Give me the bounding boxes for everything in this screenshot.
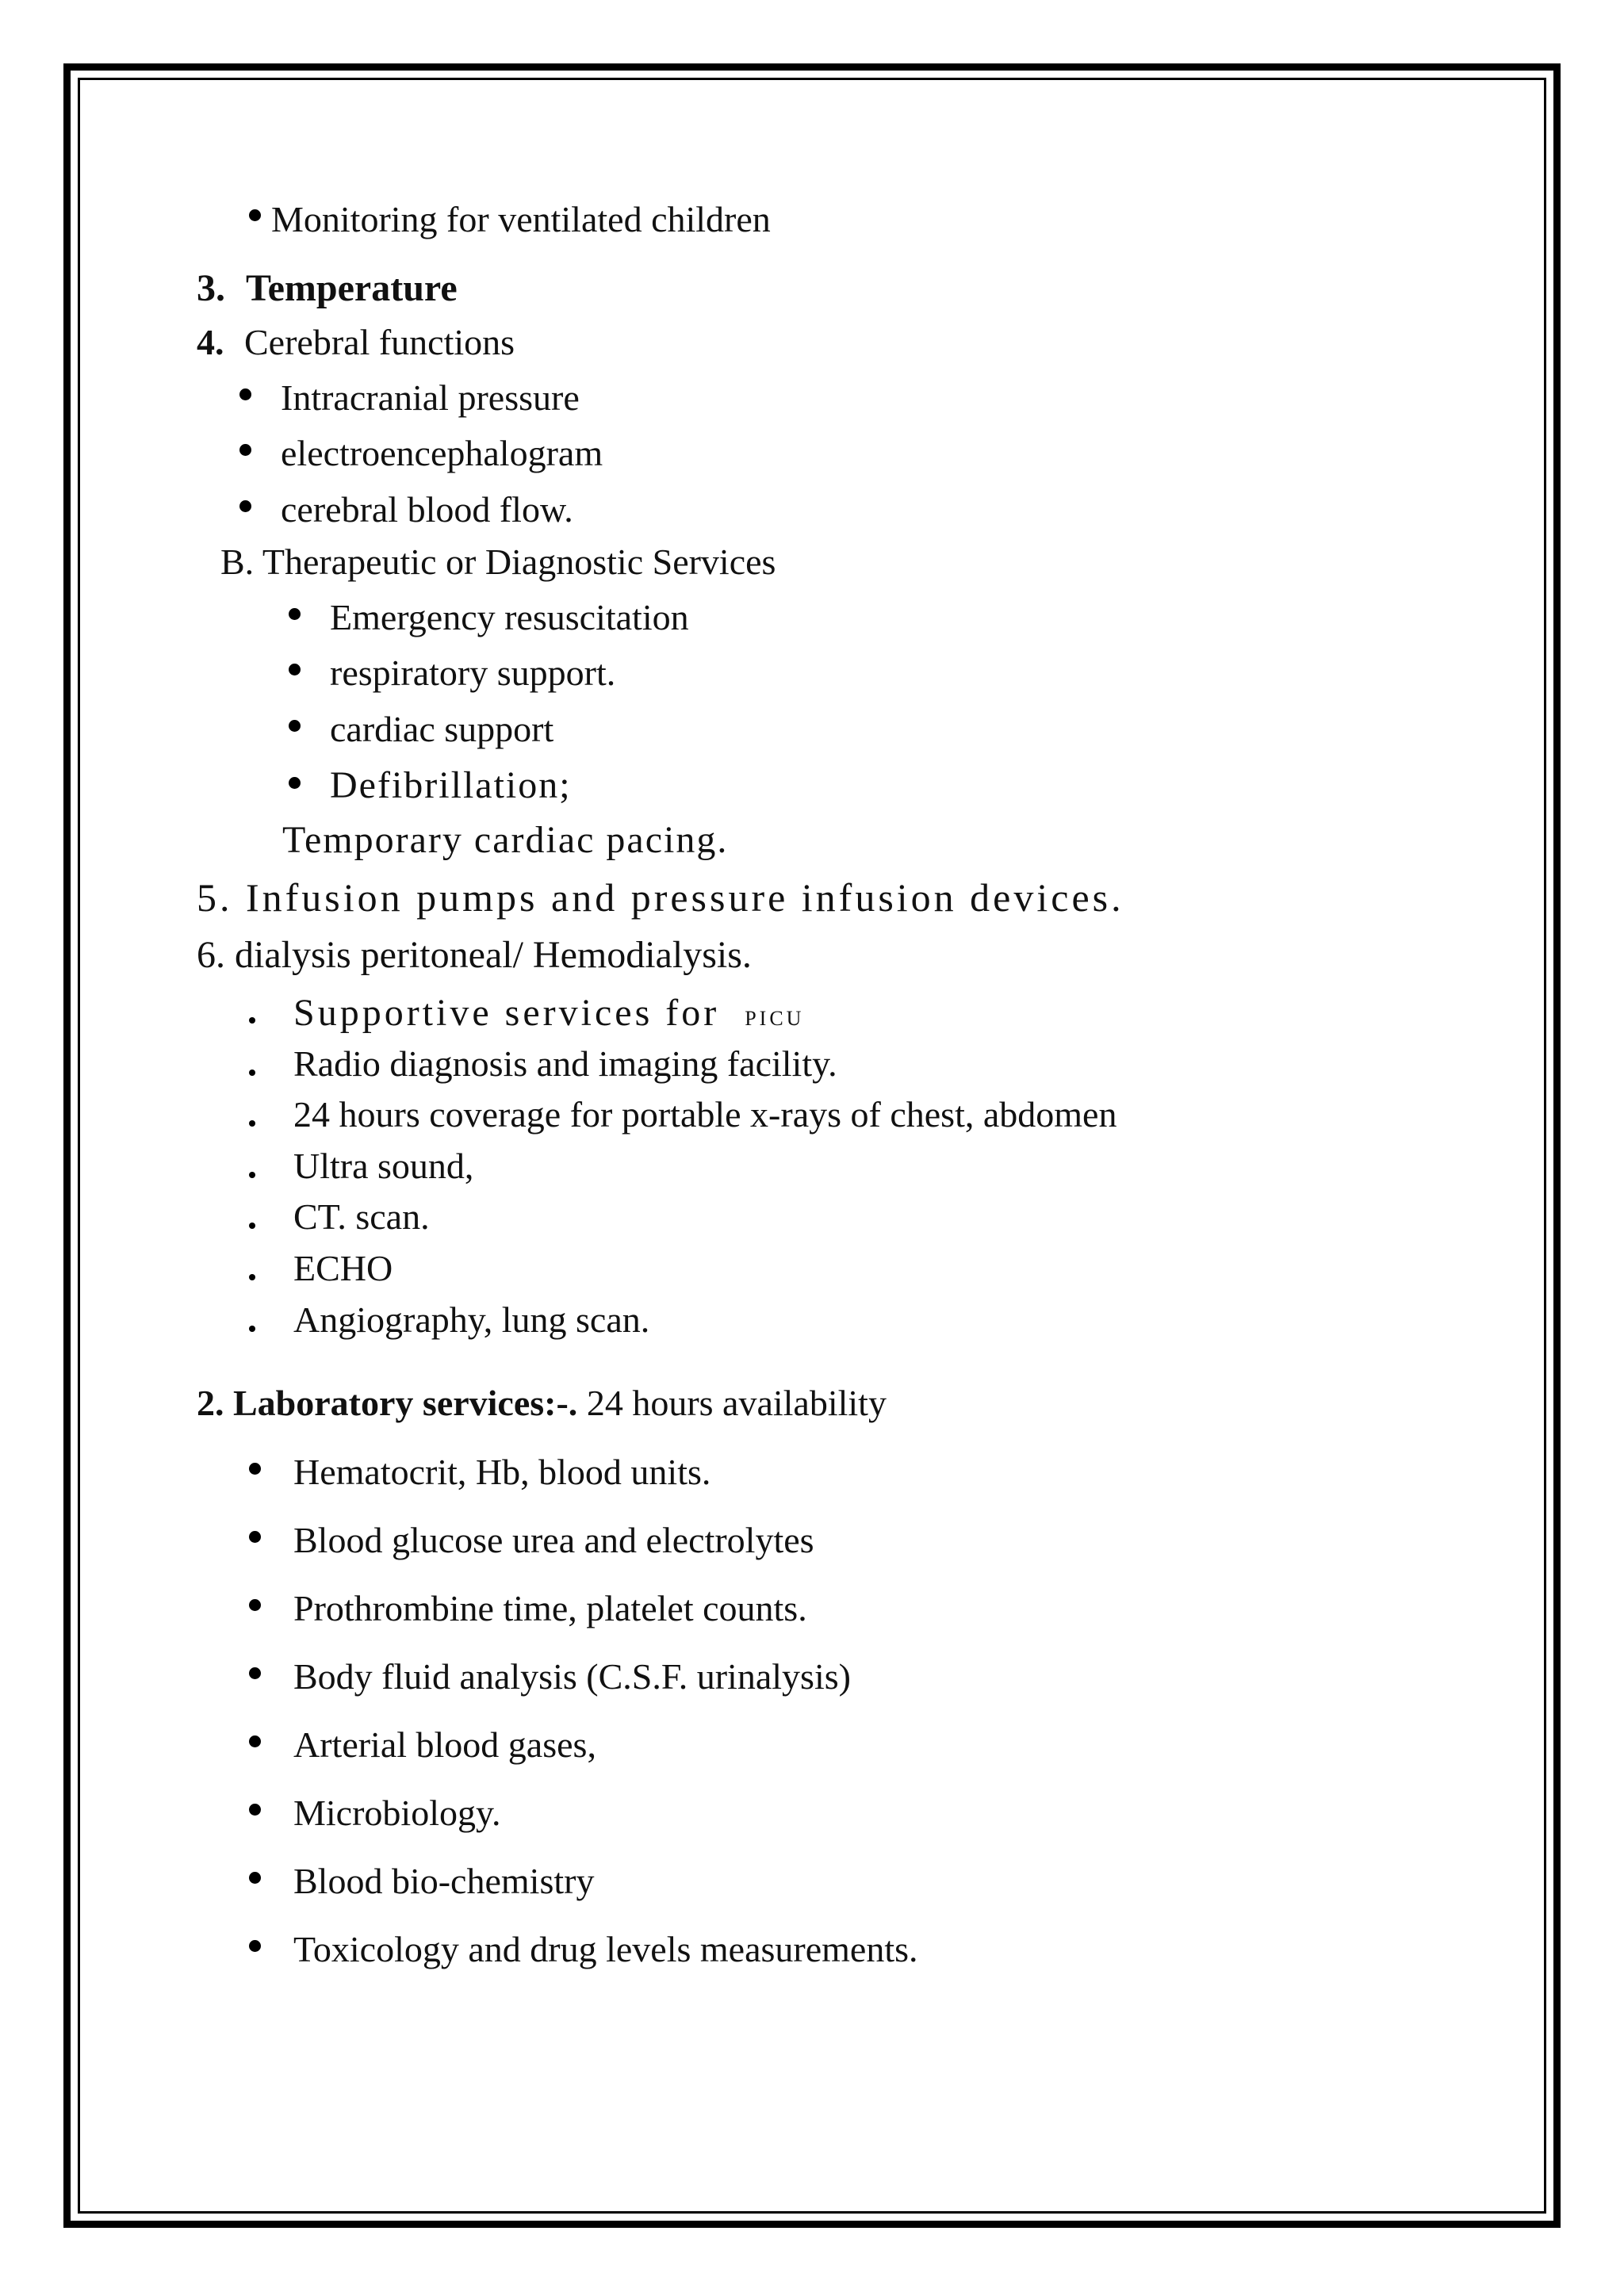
list-item: Arterial blood gases, [293,1724,596,1765]
list-item: Radio diagnosis and imaging facility. [293,1043,837,1084]
bullet-icon [249,209,261,221]
list-item: Monitoring for ventilated children [271,199,771,239]
supportive-text: Supportive services for [293,992,720,1034]
bullet-icon [289,664,301,675]
lab-availability: 24 hours availability [586,1383,887,1423]
bullet-icon [239,444,251,456]
list-item: Hematocrit, Hb, blood units. [293,1452,711,1492]
numbered-item-6: 6. dialysis peritoneal/ Hemodialysis. [197,934,752,976]
bullet-icon [249,1599,261,1611]
bullet-icon [249,1940,261,1952]
bullet-icon [289,608,301,620]
list-item: Angiography, lung scan. [293,1299,650,1340]
lab-services-heading [197,1385,887,1422]
list-item: ECHO [293,1248,393,1288]
list-item: 24 hours coverage for portable x-rays of chest, abdomen [293,1094,1117,1135]
bullet-icon [249,1274,255,1280]
bullet-icon [249,1872,261,1884]
bullet-icon [249,1804,261,1816]
bullet-icon [249,1735,261,1747]
bullet-icon [249,1017,255,1024]
list-item: Intracranial pressure [281,377,580,418]
picu-text: PICU [745,1007,805,1030]
item-number: 3. [197,267,225,309]
list-item: Prothrombine time, platelet counts. [293,1588,807,1628]
bullet-icon [289,777,301,789]
bullet-icon [239,388,251,400]
bullet-icon [239,500,251,512]
bullet-icon [249,1463,261,1475]
heading-temperature: Temperature [246,267,458,309]
list-item: cardiac support [330,709,554,749]
list-item: Toxicology and drug levels measurements. [293,1929,918,1969]
list-item: Emergency resuscitation [330,597,689,637]
numbered-item-5: 5. Infusion pumps and pressure infusion devices. [197,875,1124,920]
list-item: Microbiology. [293,1793,501,1833]
list-item: Body fluid analysis (C.S.F. urinalysis) [293,1656,851,1697]
bullet-icon [249,1120,255,1127]
list-item: electroencephalogram [281,433,603,473]
heading-cerebral-functions: Cerebral functions [244,322,515,362]
list-item: Blood glucose urea and electrolytes [293,1520,814,1560]
list-item: respiratory support. [330,652,616,693]
bullet-icon [249,1070,255,1076]
list-item: Defibrillation; [330,764,572,806]
section-heading-b: B. Therapeutic or Diagnostic Services [220,541,776,582]
bullet-icon [289,720,301,732]
bullet-icon [249,1172,255,1178]
lab-label: 2. Laboratory services:-. [197,1383,578,1423]
list-item: Blood bio-chemistry [293,1861,595,1901]
bullet-icon [249,1223,255,1229]
list-item: CT. scan. [293,1196,430,1237]
list-item: cerebral blood flow. [281,489,573,530]
text-line: Temporary cardiac pacing. [282,819,729,861]
bullet-icon [249,1326,255,1332]
item-number: 4. [197,322,224,362]
bullet-icon [249,1667,261,1679]
list-item: Ultra sound, [293,1146,474,1186]
bullet-icon [249,1531,261,1543]
list-item-supportive [293,994,804,1032]
